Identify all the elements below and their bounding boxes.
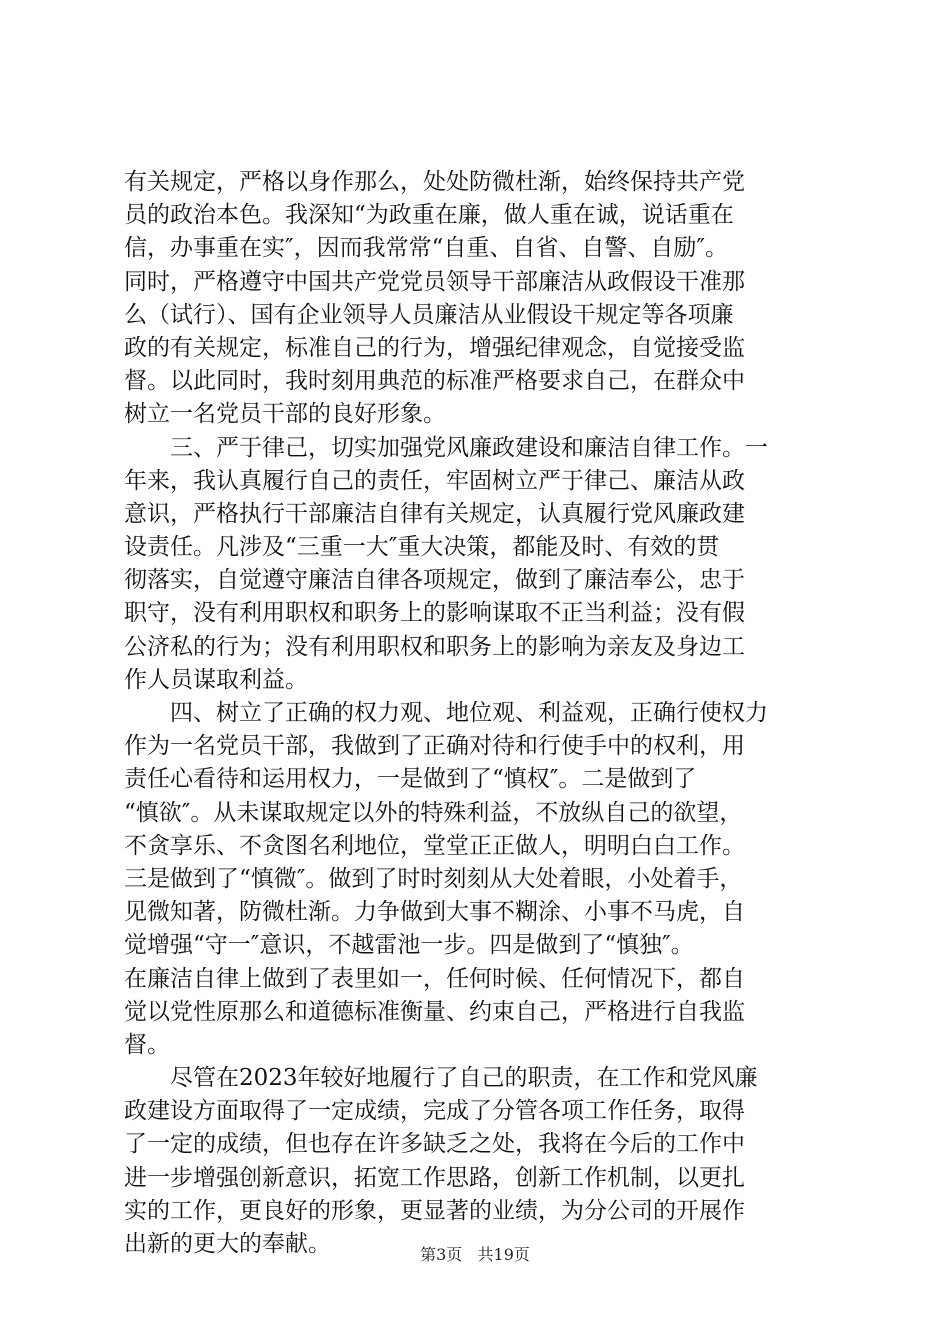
document-body bbox=[124, 166, 836, 1261]
text-line: “慎欲″。从未谋取规定以外的特殊利益，不放纵自己的欲望， bbox=[124, 799, 743, 826]
text-line: 意识，严格执行干部廉洁自律有关规定，认真履行党风廉政建 bbox=[124, 500, 745, 527]
text-line: 尽管在2023年较好地履行了自己的职责，在工作和党风廉 bbox=[170, 1065, 758, 1092]
text-line: 设责任。凡涉及“三重一大″重大决策，都能及时、有效的贯 bbox=[124, 534, 720, 561]
text-line: 信，办事重在实″，因而我常常“自重、自省、自警、自励″。 bbox=[124, 235, 728, 262]
text-line: 员的政治本色。我深知“为政重在廉，做人重在诚，说话重在 bbox=[124, 202, 734, 229]
text-line: 公济私的行为；没有利用职权和职务上的影响为亲友及身边工 bbox=[124, 633, 745, 660]
paragraph bbox=[124, 697, 836, 1062]
text-line: 三是做到了“慎微″。做到了时时刻刻从大处着眼，小处着手， bbox=[124, 865, 743, 892]
text-line: 三、严于律己，切实加强党风廉政建设和廉洁自律工作。一 bbox=[170, 434, 768, 461]
page-separator bbox=[467, 1245, 472, 1264]
text-line: 作人员谋取利益。 bbox=[124, 666, 308, 693]
text-line: 在廉洁自律上做到了表里如一，任何时候、任何情况下，都自 bbox=[124, 965, 745, 992]
text-line: 进一步增强创新意识，拓宽工作思路，创新工作机制，以更扎 bbox=[124, 1164, 745, 1191]
text-line: 职守，没有利用职权和职务上的影响谋取不正当利益；没有假 bbox=[124, 600, 745, 627]
text-line: 觉以党性原那么和道德标准衡量、约束自己，严格进行自我监 bbox=[124, 998, 745, 1025]
text-line: 同时，严格遵守中国共产党党员领导干部廉洁从政假设干准那 bbox=[124, 268, 745, 295]
text-line: 督。 bbox=[124, 1031, 170, 1058]
paragraph bbox=[124, 432, 836, 698]
total-pages: 共19页 bbox=[477, 1245, 530, 1264]
text-line: 年来，我认真履行自己的责任，牢固树立严于律己、廉洁从政 bbox=[124, 467, 745, 494]
text-line: 政建设方面取得了一定成绩，完成了分管各项工作任务，取得 bbox=[124, 1098, 745, 1125]
text-line: 么（试行）、国有企业领导人员廉洁从业假设干规定等各项廉 bbox=[124, 301, 734, 328]
text-line: 了一定的成绩，但也存在许多缺乏之处，我将在今后的工作中 bbox=[124, 1131, 745, 1158]
paragraph bbox=[124, 1062, 836, 1261]
text-line: 见微知著，防微杜渐。力争做到大事不糊涂、小事不马虎，自 bbox=[124, 899, 745, 926]
page-number: 第3页 bbox=[420, 1245, 463, 1264]
text-line: 政的有关规定，标准自己的行为，增强纪律观念，自觉接受监 bbox=[124, 334, 745, 361]
page-footer bbox=[0, 1245, 950, 1265]
text-line: 有关规定，严格以身作那么，处处防微杜渐，始终保持共产党 bbox=[124, 169, 745, 195]
text-line: 树立一名党员干部的良好形象。 bbox=[124, 401, 446, 428]
text-line: 四、树立了正确的权力观、地位观、利益观，正确行使权力 bbox=[170, 700, 768, 726]
text-line: 作为一名党员干部，我做到了正确对待和行使手中的权利，用 bbox=[124, 733, 745, 760]
text-line: 不贪享乐、不贪图名利地位，堂堂正正做人，明明白白工作。 bbox=[124, 832, 745, 859]
text-line: 出新的更大的奉献。 bbox=[124, 1231, 331, 1257]
text-line: 责任心看待和运用权力，一是做到了“慎权″。二是做到了 bbox=[124, 766, 697, 793]
text-line: 彻落实，自觉遵守廉洁自律各项规定，做到了廉洁奉公，忠于 bbox=[124, 567, 745, 594]
paragraph bbox=[124, 166, 836, 432]
text-line: 觉增强“守一″意识，不越雷池一步。四是做到了“慎独″。 bbox=[124, 932, 694, 959]
text-line: 督。以此同时，我时刻用典范的标准严格要求自己，在群众中 bbox=[124, 368, 745, 395]
text-line: 实的工作，更良好的形象，更显著的业绩，为分公司的开展作 bbox=[124, 1197, 745, 1224]
